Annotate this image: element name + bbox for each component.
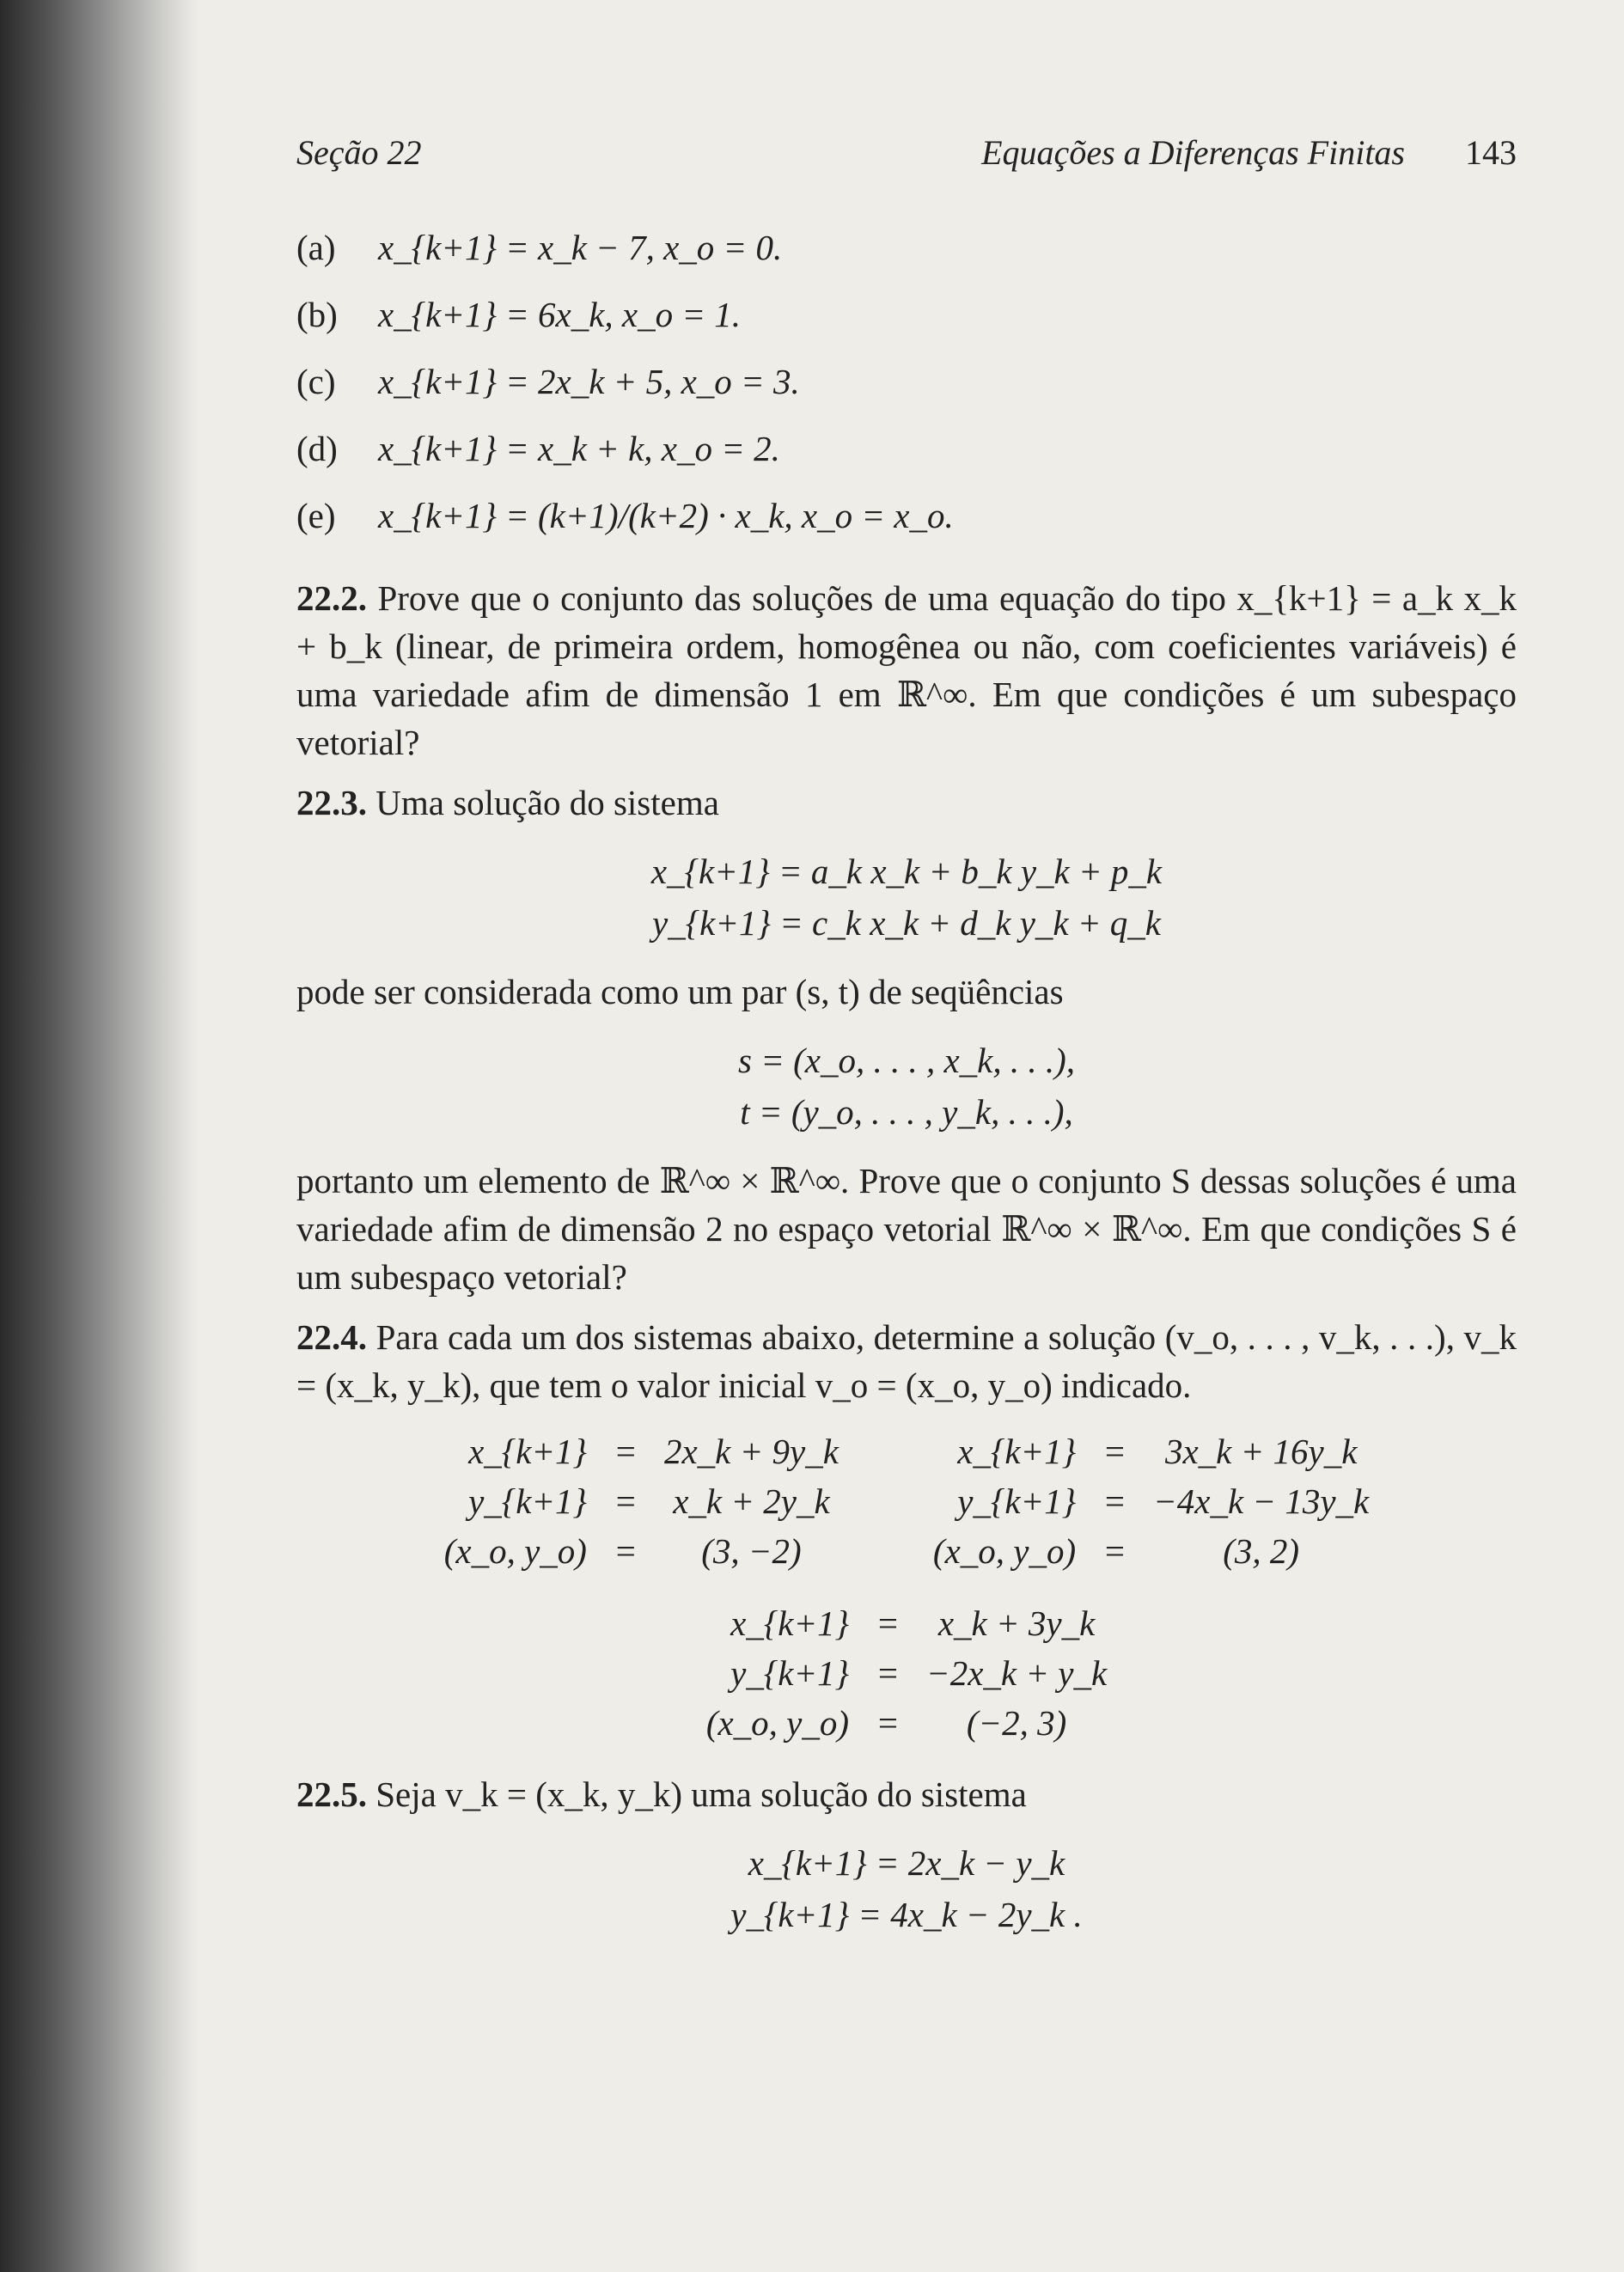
- equation-line: x_{k+1} = 2x_k − y_k: [748, 1843, 1065, 1883]
- list-item: [296, 223, 1517, 272]
- systems-row: [296, 1426, 1517, 1576]
- system-rhs: (−2, 3): [966, 1703, 1067, 1743]
- system-rhs: x_k + 2y_k: [673, 1481, 830, 1521]
- equation-line: x_{k+1} = a_k x_k + b_k y_k + p_k: [650, 852, 1163, 891]
- system-table: [698, 1598, 1115, 1748]
- system-table: [436, 1426, 847, 1576]
- system-rhs: (3, 2): [1223, 1531, 1300, 1571]
- equals-sign: =: [1102, 1481, 1126, 1521]
- equation-line: y_{k+1} = c_k x_k + d_k y_k + q_k: [652, 903, 1161, 943]
- item-label: (c): [296, 362, 336, 401]
- exercise-items-list: [296, 223, 1517, 540]
- exercise-22-3-intro: [296, 779, 1517, 827]
- equation-line: s = (x_o, . . . , x_k, . . .),: [737, 1041, 1076, 1080]
- table-row: [436, 1426, 847, 1476]
- equals-sign: =: [876, 1653, 900, 1693]
- systems-row: [296, 1598, 1517, 1748]
- system-lhs: x_{k+1}: [730, 1603, 850, 1643]
- item-label: (e): [296, 496, 336, 535]
- exercise-22-2: [296, 574, 1517, 766]
- exercise-number: 22.3.: [296, 783, 367, 822]
- system-rhs: 2x_k + 9y_k: [663, 1432, 839, 1471]
- item-equation: x_{k+1} = x_k − 7, x_o = 0.: [378, 228, 783, 267]
- system-rhs: −2x_k + y_k: [926, 1653, 1108, 1693]
- exercise-number: 22.5.: [296, 1774, 367, 1814]
- equals-sign: =: [614, 1432, 638, 1471]
- exercise-number: 22.2.: [296, 578, 367, 618]
- list-item: [296, 290, 1517, 339]
- system-rhs: 3x_k + 16y_k: [1164, 1432, 1358, 1471]
- book-spine-shadow: [0, 0, 198, 2272]
- item-equation: x_{k+1} = 2x_k + 5, x_o = 3.: [378, 362, 800, 401]
- system-lhs: y_{k+1}: [730, 1653, 850, 1693]
- system-lhs: (x_o, y_o): [443, 1531, 587, 1571]
- item-equation: x_{k+1} = (k+1)/(k+2) · x_k, x_o = x_o.: [378, 496, 954, 535]
- system-rhs: (3, −2): [701, 1531, 802, 1571]
- exercise-text: Para cada um dos sistemas abaixo, determine a solução (v_o, . . . , v_k, . . .), v_k = (x_k, y_k), que tem o valor inicial v_o = (x_o, y_o) indicado.: [296, 1317, 1517, 1405]
- list-item: [296, 492, 1517, 540]
- table-row: [698, 1598, 1115, 1648]
- table-row: [925, 1476, 1377, 1526]
- running-header: [296, 129, 1517, 180]
- system-lhs: y_{k+1}: [468, 1481, 587, 1521]
- system-lhs: x_{k+1}: [468, 1432, 587, 1471]
- system-table: [925, 1426, 1377, 1576]
- book-page: [296, 129, 1517, 1959]
- page-number: 143: [1465, 133, 1517, 172]
- list-item: [296, 357, 1517, 406]
- item-label: (d): [296, 429, 338, 468]
- equals-sign: =: [876, 1703, 900, 1743]
- exercise-22-4: [296, 1313, 1517, 1409]
- equals-sign: =: [614, 1531, 638, 1571]
- equals-sign: =: [1102, 1531, 1126, 1571]
- table-row: [436, 1476, 847, 1526]
- equation-line: t = (y_o, . . . , y_k, . . .),: [740, 1092, 1073, 1132]
- section-title: Seção 22: [296, 133, 422, 172]
- table-row: [925, 1526, 1377, 1576]
- sequence-definitions: [296, 1035, 1517, 1138]
- exercise-22-3-mid: pode ser considerada como um par (s, t) de seqüências: [296, 972, 1064, 1011]
- equals-sign: =: [1102, 1432, 1126, 1471]
- system-lhs: (x_o, y_o): [705, 1703, 850, 1743]
- item-label: (a): [296, 228, 336, 267]
- exercise-number: 22.4.: [296, 1317, 367, 1357]
- system-rhs: −4x_k − 13y_k: [1153, 1481, 1370, 1521]
- table-row: [698, 1698, 1115, 1748]
- table-row: [698, 1648, 1115, 1698]
- chapter-title: Equações a Diferenças Finitas: [981, 133, 1405, 172]
- item-equation: x_{k+1} = 6x_k, x_o = 1.: [378, 295, 742, 334]
- table-row: [436, 1526, 847, 1576]
- system-equations: [296, 846, 1517, 949]
- system-lhs: y_{k+1}: [957, 1481, 1077, 1521]
- equals-sign: =: [876, 1603, 900, 1643]
- list-item: [296, 424, 1517, 473]
- exercise-22-3-end: portanto um elemento de ℝ^∞ × ℝ^∞. Prove que o conjunto S dessas soluções é uma variedade afim de dimensão 2 no espaço vetorial ℝ^∞ × ℝ^∞. Em que condições S é um subespaço vetorial?: [296, 1161, 1517, 1297]
- exercise-text: Prove que o conjunto das soluções de uma equação do tipo x_{k+1} = a_k x_k + b_k (linear, de primeira ordem, homogênea ou não, com coeficientes variáveis) é uma variedade afim de dimensão 1 em ℝ^∞. Em que condições é um subespaço vetorial?: [296, 578, 1517, 762]
- exercise-text: Uma solução do sistema: [375, 783, 719, 822]
- table-row: [925, 1426, 1377, 1476]
- exercise-22-5: [296, 1770, 1517, 1818]
- equation-line: y_{k+1} = 4x_k − 2y_k .: [730, 1895, 1083, 1934]
- system-rhs: x_k + 3y_k: [937, 1603, 1096, 1643]
- system-equations: [296, 1837, 1517, 1940]
- equals-sign: =: [614, 1481, 638, 1521]
- system-lhs: (x_o, y_o): [932, 1531, 1077, 1571]
- item-equation: x_{k+1} = x_k + k, x_o = 2.: [378, 429, 780, 468]
- system-lhs: x_{k+1}: [957, 1432, 1077, 1471]
- item-label: (b): [296, 295, 338, 334]
- exercise-text: Seja v_k = (x_k, y_k) uma solução do sistema: [375, 1774, 1027, 1814]
